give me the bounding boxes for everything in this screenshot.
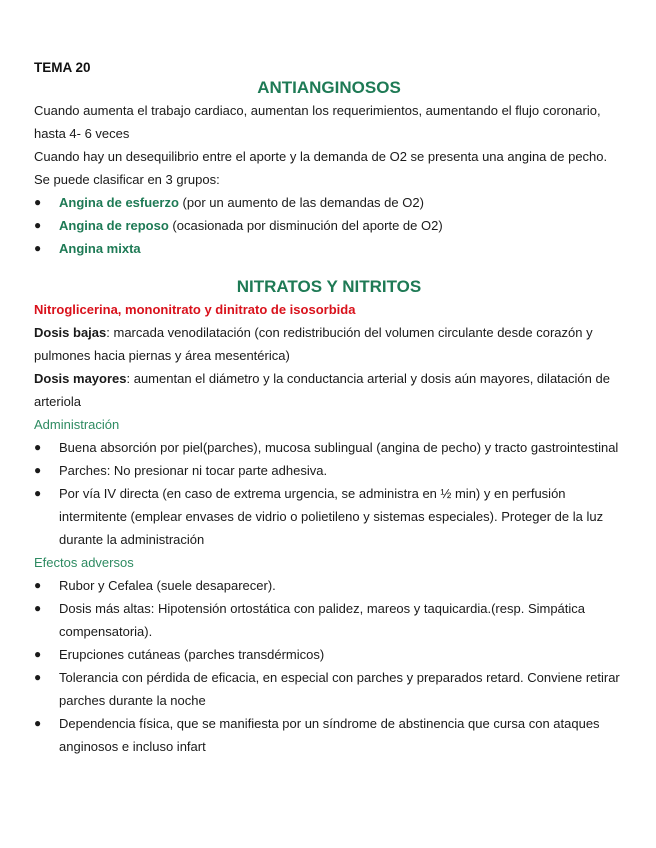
topic-number: TEMA 20 [34,60,91,75]
list-item [34,459,624,482]
dosis-bajas-paragraph [34,321,624,367]
angina-types-list [34,191,624,260]
dosis-bajas-text: : marcada venodilatación (con redistribución del volumen circulante desde corazón y pulmones hacia piernas y área mesentérica) [34,325,593,363]
bullet-icon: ● [34,486,42,500]
list-item [34,666,624,712]
angina-type-name: Angina mixta [59,241,141,256]
administracion-list [34,436,624,551]
bullet-icon: ● [34,716,42,730]
efectos-list [34,574,624,758]
angina-type-desc: (por un aumento de las demandas de O2) [178,195,424,210]
list-item [34,712,624,758]
bullet-icon: ● [34,440,42,454]
angina-type-desc: (ocasionada por disminución del aporte de O2) [168,218,443,233]
list-item-text: Tolerancia con pérdida de eficacia, en especial con parches y preparados retard. Conviene retirar parches durante la noche [59,670,620,708]
bullet-icon: ● [34,670,42,684]
list-item-text: Buena absorción por piel(parches), mucosa sublingual (angina de pecho) y tracto gastrointestinal [59,440,619,455]
bullet-icon: ● [34,241,42,255]
drug-names: Nitroglicerina, mononitrato y dinitrato de isosorbida [34,302,356,317]
list-item [34,214,624,237]
list-item-text: Dependencia física, que se manifiesta por un síndrome de abstinencia que cursa con ataques anginosos e incluso infart [59,716,600,754]
dosis-bajas-label: Dosis bajas [34,325,107,340]
bullet-icon: ● [34,218,42,232]
list-item-text: Rubor y Cefalea (suele desaparecer). [59,578,276,593]
list-item [34,436,624,459]
list-item-text: Parches: No presionar ni tocar parte adhesiva. [59,463,328,478]
efectos-heading: Efectos adversos [34,555,134,570]
list-item-text: Dosis más altas: Hipotensión ortostática con palidez, mareos y taquicardia.(resp. Simpática compensatoria). [59,601,586,639]
list-item [34,482,624,551]
section-title-nitratos: NITRATOS Y NITRITOS [236,277,422,296]
bullet-icon: ● [34,601,42,615]
dosis-mayores-label: Dosis mayores [34,371,127,386]
intro-paragraph-2: Cuando hay un desequilibrio entre el aporte y la demanda de O2 se presenta una angina de pecho. Se puede clasificar en 3 grupos: [34,149,608,187]
list-item-text: Por vía IV directa (en caso de extrema urgencia, se administra en ½ min) y en perfusión intermitente (emplear envases de vidrio o polietileno y sistemas especiales). Proteger de la luz durante la administración [59,486,604,547]
list-item-text: Erupciones cutáneas (parches transdérmicos) [59,647,325,662]
document-page [34,56,624,758]
list-item [34,597,624,643]
list-item [34,643,624,666]
bullet-icon: ● [34,647,42,661]
angina-type-name: Angina de reposo [59,218,169,233]
list-item [34,237,624,260]
bullet-icon: ● [34,195,42,209]
intro-paragraph-1: Cuando aumenta el trabajo cardiaco, aumentan los requerimientos, aumentando el flujo coronario, hasta 4- 6 veces [34,103,601,141]
administracion-heading: Administración [34,417,120,432]
page-title: ANTIANGINOSOS [257,78,401,97]
bullet-icon: ● [34,578,42,592]
bullet-icon: ● [34,463,42,477]
list-item [34,191,624,214]
dosis-mayores-paragraph [34,367,624,413]
dosis-mayores-text: : aumentan el diámetro y la conductancia arterial y dosis aún mayores, dilatación de arteriola [34,371,610,409]
list-item [34,574,624,597]
angina-type-name: Angina de esfuerzo [59,195,179,210]
